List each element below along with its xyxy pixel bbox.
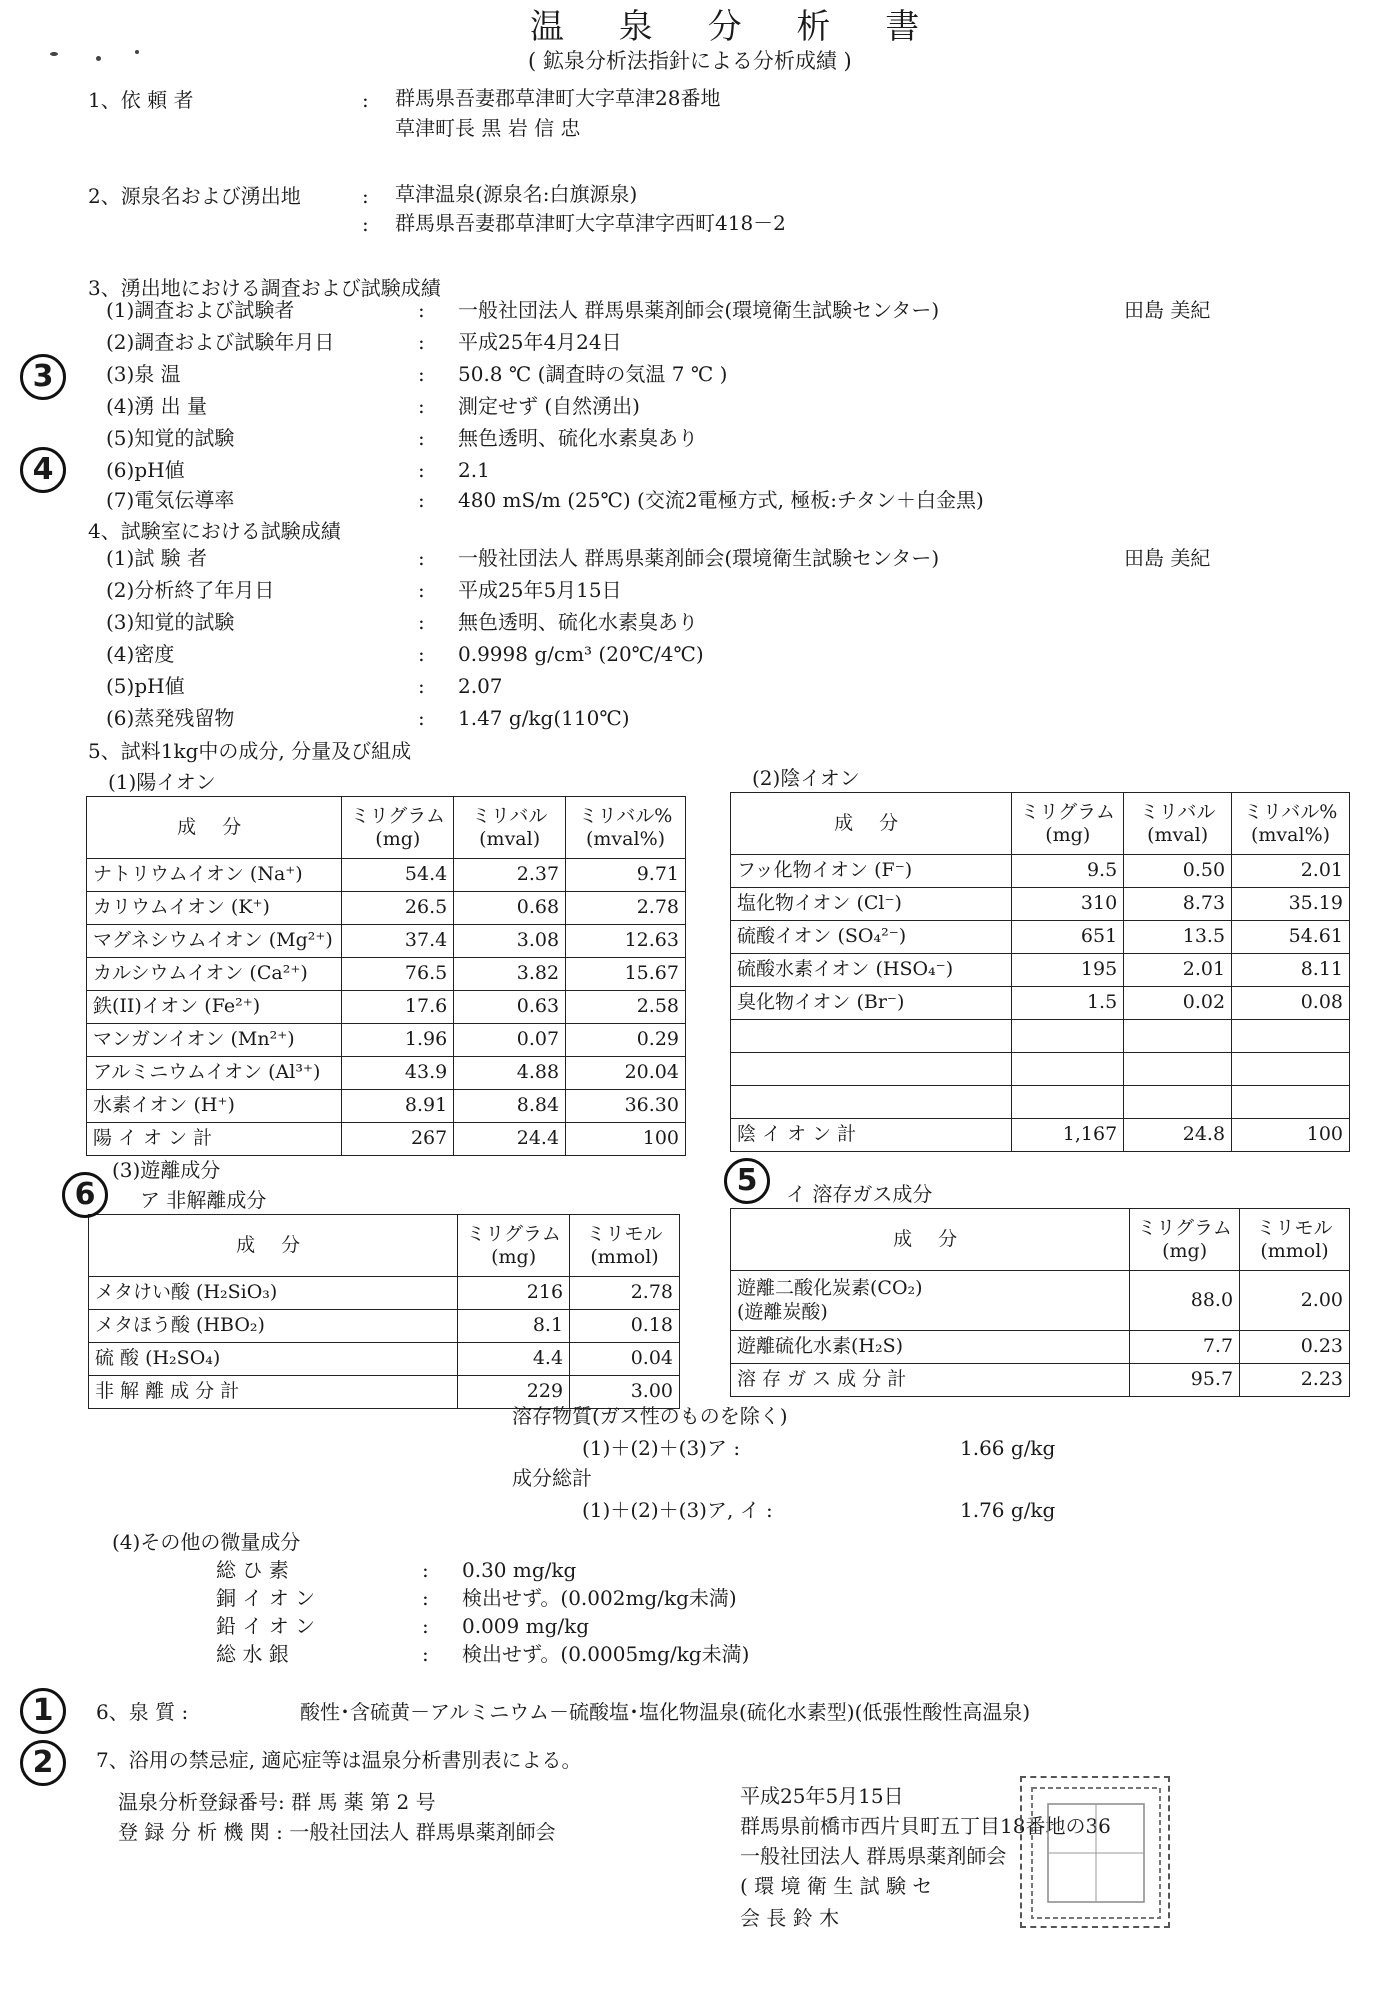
cation-table xyxy=(86,796,686,1156)
trace-label: 鉛 イ オ ン xyxy=(216,1614,316,1638)
cation-total-value: 267 xyxy=(342,1123,454,1156)
dissolved-value: 1.66 g/kg xyxy=(960,1436,1056,1460)
cation-component-name: 鉄(II)イオン (Fe²⁺) xyxy=(87,991,342,1024)
page-subtitle: ( 鉱泉分析法指針による分析成績 ) xyxy=(528,49,852,73)
cation-row xyxy=(87,958,686,991)
requester-colon: : xyxy=(362,88,369,112)
cation-value-cell: 2.37 xyxy=(454,859,566,892)
field-test-colon: : xyxy=(418,458,425,482)
cation-header-row xyxy=(87,797,686,859)
anion-value-cell xyxy=(1124,1053,1232,1086)
cation-value-cell: 20.04 xyxy=(566,1057,686,1090)
source-location: 群馬県吾妻郡草津町大字草津字西町418－2 xyxy=(395,211,786,235)
anion-value-cell xyxy=(1124,1020,1232,1053)
cation-value-cell: 3.82 xyxy=(454,958,566,991)
anion-value-cell: 8.73 xyxy=(1124,888,1232,921)
trace-title: (4)その他の微量成分 xyxy=(112,1530,301,1554)
trace-colon: : xyxy=(422,1558,429,1582)
official-seal xyxy=(1020,1776,1170,1928)
field-test-label: (4)湧 出 量 xyxy=(106,394,208,418)
nondiss-value-cell: 0.04 xyxy=(570,1343,680,1376)
anion-total-label: 陰 イ オ ン 計 xyxy=(731,1119,1012,1152)
field-test-label: (6)pH値 xyxy=(106,458,185,482)
requester-label: 1、依 頼 者 xyxy=(88,88,194,112)
trace-value: 0.009 mg/kg xyxy=(462,1614,590,1638)
cation-value-cell: 3.08 xyxy=(454,925,566,958)
cation-value-cell: 9.71 xyxy=(566,859,686,892)
cation-component-name: マグネシウムイオン (Mg²⁺) xyxy=(87,925,342,958)
field-test-label: (2)調査および試験年月日 xyxy=(106,330,335,354)
anion-value-cell: 0.50 xyxy=(1124,855,1232,888)
anion-component-name: 硫酸水素イオン (HSO₄⁻) xyxy=(731,954,1012,987)
issuer-org: 一般社団法人 群馬県薬剤師会 xyxy=(740,1844,1007,1868)
registry-number: 温泉分析登録番号: 群 馬 薬 第 2 号 xyxy=(118,1790,436,1814)
lab-test-label: (5)pH値 xyxy=(106,674,185,698)
lab-test-colon: : xyxy=(418,610,425,634)
anion-column-header: ミリグラム (mg) xyxy=(1012,793,1124,855)
nondiss-row xyxy=(89,1343,680,1376)
gas-value-cell: 88.0 xyxy=(1130,1271,1240,1331)
anion-component-name: 塩化物イオン (Cl⁻) xyxy=(731,888,1012,921)
gas-header-row xyxy=(731,1209,1350,1271)
nondiss-value-cell: 8.1 xyxy=(458,1310,570,1343)
gas-column-header: ミリモル (mmol) xyxy=(1240,1209,1350,1271)
nondiss-component-name: 硫 酸 (H₂SO₄) xyxy=(89,1343,458,1376)
field-test-colon: : xyxy=(418,488,425,512)
cation-value-cell: 26.5 xyxy=(342,892,454,925)
cation-row xyxy=(87,1090,686,1123)
lab-test-value: 一般社団法人 群馬県薬剤師会(環境衛生試験センター) xyxy=(458,546,940,570)
field-test-value: 無色透明、硫化水素臭あり xyxy=(458,426,698,450)
field-test-value: 480 mS/m (25℃) (交流2電極方式, 極板:チタン＋白金黒) xyxy=(458,488,984,512)
lab-test-colon: : xyxy=(418,674,425,698)
total-components-label: 成分総計 xyxy=(512,1466,592,1490)
nondiss-total-value: 3.00 xyxy=(570,1376,680,1409)
anion-value-cell: 0.02 xyxy=(1124,987,1232,1020)
gas-component-name: 遊離硫化水素(H₂S) xyxy=(731,1331,1130,1364)
field-test-colon: : xyxy=(418,330,425,354)
gas-value-cell: 2.00 xyxy=(1240,1271,1350,1331)
cation-row xyxy=(87,1057,686,1090)
lab-test-label: (4)密度 xyxy=(106,642,175,666)
cation-value-cell: 8.84 xyxy=(454,1090,566,1123)
cation-value-cell: 17.6 xyxy=(342,991,454,1024)
anion-total-value: 100 xyxy=(1232,1119,1350,1152)
cation-column-header: 成 分 xyxy=(87,797,342,859)
field-test-extra: 田島 美紀 xyxy=(1124,298,1211,322)
source-label: 2、源泉名および湧出地 xyxy=(88,184,301,208)
anion-row xyxy=(731,921,1350,954)
gas-table xyxy=(730,1208,1350,1397)
gas-title: イ 溶存ガス成分 xyxy=(786,1182,933,1206)
anion-title: (2)陰イオン xyxy=(752,766,860,790)
cation-total-value: 24.4 xyxy=(454,1123,566,1156)
scan-speck xyxy=(135,50,139,54)
anion-column-header: ミリバル (mval) xyxy=(1124,793,1232,855)
lab-test-value: 2.07 xyxy=(458,674,503,698)
lab-test-value: 平成25年5月15日 xyxy=(458,578,622,602)
contraindications-note: 7、浴用の禁忌症, 適応症等は温泉分析書別表による。 xyxy=(96,1748,582,1772)
trace-value: 0.30 mg/kg xyxy=(462,1558,577,1582)
anion-value-cell: 13.5 xyxy=(1124,921,1232,954)
anion-component-name: 臭化物イオン (Br⁻) xyxy=(731,987,1012,1020)
cation-value-cell: 43.9 xyxy=(342,1057,454,1090)
cation-component-name: 水素イオン (H⁺) xyxy=(87,1090,342,1123)
cation-value-cell: 2.58 xyxy=(566,991,686,1024)
nondiss-total-value: 229 xyxy=(458,1376,570,1409)
total-components-formula: (1)＋(2)＋(3)ア, イ : xyxy=(582,1498,773,1522)
anion-component-name xyxy=(731,1053,1012,1086)
cation-value-cell: 76.5 xyxy=(342,958,454,991)
anion-value-cell xyxy=(1012,1020,1124,1053)
cation-value-cell: 4.88 xyxy=(454,1057,566,1090)
anion-total-row xyxy=(731,1119,1350,1152)
anion-row xyxy=(731,855,1350,888)
registry-org: 登 録 分 析 機 関 : 一般社団法人 群馬県薬剤師会 xyxy=(118,1820,556,1844)
anion-column-header: 成 分 xyxy=(731,793,1012,855)
gas-total-value: 95.7 xyxy=(1130,1364,1240,1397)
issuer-address: 群馬県前橋市西片貝町五丁目18番地の36 xyxy=(740,1814,1111,1838)
trace-label: 総 水 銀 xyxy=(216,1642,289,1666)
cation-total-value: 100 xyxy=(566,1123,686,1156)
anion-component-name: フッ化物イオン (F⁻) xyxy=(731,855,1012,888)
cation-component-name: アルミニウムイオン (Al³⁺) xyxy=(87,1057,342,1090)
nondiss-value-cell: 4.4 xyxy=(458,1343,570,1376)
seal-icon xyxy=(1026,1782,1166,1924)
cation-value-cell: 1.96 xyxy=(342,1024,454,1057)
field-test-value: 50.8 ℃ (調査時の気温 7 ℃ ) xyxy=(458,362,728,386)
nondiss-header-row xyxy=(89,1215,680,1277)
anion-value-cell xyxy=(1232,1053,1350,1086)
anion-value-cell xyxy=(1124,1086,1232,1119)
dissolved-label: 溶存物質(ガス性のものを除く) xyxy=(512,1404,788,1428)
cation-row xyxy=(87,892,686,925)
cation-value-cell: 0.63 xyxy=(454,991,566,1024)
lab-test-colon: : xyxy=(418,642,425,666)
dissolved-formula: (1)＋(2)＋(3)ア : xyxy=(582,1436,741,1460)
nondiss-row xyxy=(89,1277,680,1310)
trace-label: 総 ひ 素 xyxy=(216,1558,289,1582)
field-test-value: 平成25年4月24日 xyxy=(458,330,622,354)
anion-total-value: 1,167 xyxy=(1012,1119,1124,1152)
anion-value-cell: 0.08 xyxy=(1232,987,1350,1020)
marker-1: 1 xyxy=(20,1688,66,1734)
anion-value-cell: 35.19 xyxy=(1232,888,1350,921)
requester-name: 草津町長 黒 岩 信 忠 xyxy=(395,116,581,140)
cation-value-cell: 2.78 xyxy=(566,892,686,925)
anion-value-cell: 310 xyxy=(1012,888,1124,921)
marker-6: 6 xyxy=(62,1172,108,1218)
issuer-president: 会 長 鈴 木 xyxy=(740,1906,840,1930)
spring-quality-value: 酸性･含硫黄－アルミニウム－硫酸塩･塩化物温泉(硫化水素型)(低張性酸性高温泉) xyxy=(300,1700,1031,1724)
scan-speck xyxy=(50,52,58,56)
cation-value-cell: 0.29 xyxy=(566,1024,686,1057)
anion-value-cell xyxy=(1012,1053,1124,1086)
lab-test-label: (3)知覚的試験 xyxy=(106,610,235,634)
lab-test-colon: : xyxy=(418,578,425,602)
anion-row xyxy=(731,1086,1350,1119)
anion-row xyxy=(731,987,1350,1020)
anion-row xyxy=(731,888,1350,921)
lab-test-label: (2)分析終了年月日 xyxy=(106,578,275,602)
spring-quality-label: 6、泉 質 : xyxy=(96,1700,189,1724)
gas-row xyxy=(731,1331,1350,1364)
cation-row xyxy=(87,859,686,892)
cation-component-name: ナトリウムイオン (Na⁺) xyxy=(87,859,342,892)
issue-date: 平成25年5月15日 xyxy=(740,1784,904,1808)
anion-row xyxy=(731,1020,1350,1053)
cation-row xyxy=(87,925,686,958)
cation-title: (1)陽イオン xyxy=(108,770,216,794)
trace-colon: : xyxy=(422,1642,429,1666)
field-test-colon: : xyxy=(418,298,425,322)
anion-component-name xyxy=(731,1020,1012,1053)
field-test-label: (1)調査および試験者 xyxy=(106,298,295,322)
marker-2: 2 xyxy=(20,1740,66,1786)
cation-value-cell: 0.68 xyxy=(454,892,566,925)
total-components-value: 1.76 g/kg xyxy=(960,1498,1056,1522)
field-test-label: (5)知覚的試験 xyxy=(106,426,235,450)
anion-value-cell xyxy=(1232,1020,1350,1053)
lab-test-colon: : xyxy=(418,546,425,570)
cation-component-name: カルシウムイオン (Ca²⁺) xyxy=(87,958,342,991)
nondiss-value-cell: 2.78 xyxy=(570,1277,680,1310)
anion-row xyxy=(731,954,1350,987)
page-title: 温 泉 分 析 書 xyxy=(530,7,942,47)
nondiss-column-header: 成 分 xyxy=(89,1215,458,1277)
gas-row xyxy=(731,1271,1350,1331)
marker-4: 4 xyxy=(20,447,66,493)
field-test-value: 2.1 xyxy=(458,458,490,482)
nondissociated-table xyxy=(88,1214,680,1409)
anion-value-cell: 2.01 xyxy=(1124,954,1232,987)
field-test-colon: : xyxy=(418,394,425,418)
trace-value: 検出せず。(0.002mg/kg未満) xyxy=(462,1586,737,1610)
lab-test-label: (6)蒸発残留物 xyxy=(106,706,235,730)
free-components-title: (3)遊離成分 xyxy=(112,1158,221,1182)
cation-value-cell: 8.91 xyxy=(342,1090,454,1123)
scan-speck xyxy=(96,56,101,61)
requester-address: 群馬県吾妻郡草津町大字草津28番地 xyxy=(395,86,721,110)
anion-value-cell: 195 xyxy=(1012,954,1124,987)
field-test-value: 一般社団法人 群馬県薬剤師会(環境衛生試験センター) xyxy=(458,298,940,322)
anion-value-cell: 9.5 xyxy=(1012,855,1124,888)
field-test-colon: : xyxy=(418,362,425,386)
gas-value-cell: 0.23 xyxy=(1240,1331,1350,1364)
gas-total-label: 溶 存 ガ ス 成 分 計 xyxy=(731,1364,1130,1397)
cation-value-cell: 54.4 xyxy=(342,859,454,892)
anion-table xyxy=(730,792,1350,1152)
nondiss-total-label: 非 解 離 成 分 計 xyxy=(89,1376,458,1409)
nondiss-component-name: メタけい酸 (H₂SiO₃) xyxy=(89,1277,458,1310)
marker-3: 3 xyxy=(20,354,66,400)
gas-column-header: 成 分 xyxy=(731,1209,1130,1271)
anion-component-name xyxy=(731,1086,1012,1119)
cation-value-cell: 15.67 xyxy=(566,958,686,991)
components-heading: 5、試料1kg中の成分, 分量及び組成 xyxy=(88,739,412,763)
marker-5: 5 xyxy=(724,1158,770,1204)
lab-test-value: 1.47 g/kg(110℃) xyxy=(458,706,630,730)
gas-component-name: 遊離二酸化炭素(CO₂) (遊離炭酸) xyxy=(731,1271,1130,1331)
field-test-label: (3)泉 温 xyxy=(106,362,181,386)
field-test-label: (7)電気伝導率 xyxy=(106,488,235,512)
anion-value-cell: 651 xyxy=(1012,921,1124,954)
source-colon-2: : xyxy=(362,212,369,236)
lab-test-extra: 田島 美紀 xyxy=(1124,546,1211,570)
gas-total-value: 2.23 xyxy=(1240,1364,1350,1397)
anion-value-cell xyxy=(1232,1086,1350,1119)
anion-column-header: ミリバル% (mval%) xyxy=(1232,793,1350,855)
nondiss-column-header: ミリモル (mmol) xyxy=(570,1215,680,1277)
cation-total-row xyxy=(87,1123,686,1156)
nondiss-component-name: メタほう酸 (HBO₂) xyxy=(89,1310,458,1343)
trace-colon: : xyxy=(422,1614,429,1638)
source-name: 草津温泉(源泉名:白旗源泉) xyxy=(395,182,638,206)
source-colon: : xyxy=(362,184,369,208)
anion-total-value: 24.8 xyxy=(1124,1119,1232,1152)
cation-column-header: ミリグラム (mg) xyxy=(342,797,454,859)
nondiss-value-cell: 0.18 xyxy=(570,1310,680,1343)
lab-test-value: 0.9998 g/cm³ (20℃/4℃) xyxy=(458,642,704,666)
lab-test-heading: 4、試験室における試験成績 xyxy=(88,519,341,543)
lab-test-colon: : xyxy=(418,706,425,730)
gas-value-cell: 7.7 xyxy=(1130,1331,1240,1364)
trace-colon: : xyxy=(422,1586,429,1610)
gas-total-row xyxy=(731,1364,1350,1397)
trace-label: 銅 イ オ ン xyxy=(216,1586,316,1610)
cation-component-name: マンガンイオン (Mn²⁺) xyxy=(87,1024,342,1057)
field-test-value: 測定せず (自然湧出) xyxy=(458,394,640,418)
nondissociated-title: ア 非解離成分 xyxy=(140,1188,267,1212)
cation-component-name: カリウムイオン (K⁺) xyxy=(87,892,342,925)
lab-test-value: 無色透明、硫化水素臭あり xyxy=(458,610,698,634)
anion-value-cell: 1.5 xyxy=(1012,987,1124,1020)
field-test-colon: : xyxy=(418,426,425,450)
cation-value-cell: 36.30 xyxy=(566,1090,686,1123)
field-test-heading: 3、湧出地における調査および試験成績 xyxy=(88,276,441,300)
lab-test-label: (1)試 験 者 xyxy=(106,546,208,570)
anion-value-cell: 8.11 xyxy=(1232,954,1350,987)
cation-value-cell: 0.07 xyxy=(454,1024,566,1057)
cation-column-header: ミリバル (mval) xyxy=(454,797,566,859)
cation-total-label: 陽 イ オ ン 計 xyxy=(87,1123,342,1156)
anion-value-cell: 2.01 xyxy=(1232,855,1350,888)
nondiss-column-header: ミリグラム (mg) xyxy=(458,1215,570,1277)
nondiss-value-cell: 216 xyxy=(458,1277,570,1310)
issuer-center: ( 環 境 衛 生 試 験 セ xyxy=(740,1874,933,1898)
cation-row xyxy=(87,991,686,1024)
cation-value-cell: 12.63 xyxy=(566,925,686,958)
anion-value-cell: 54.61 xyxy=(1232,921,1350,954)
cation-column-header: ミリバル% (mval%) xyxy=(566,797,686,859)
gas-column-header: ミリグラム (mg) xyxy=(1130,1209,1240,1271)
cation-row xyxy=(87,1024,686,1057)
trace-value: 検出せず。(0.0005mg/kg未満) xyxy=(462,1642,750,1666)
cation-value-cell: 37.4 xyxy=(342,925,454,958)
anion-value-cell xyxy=(1012,1086,1124,1119)
anion-row xyxy=(731,1053,1350,1086)
nondiss-row xyxy=(89,1310,680,1343)
anion-component-name: 硫酸イオン (SO₄²⁻) xyxy=(731,921,1012,954)
anion-header-row xyxy=(731,793,1350,855)
